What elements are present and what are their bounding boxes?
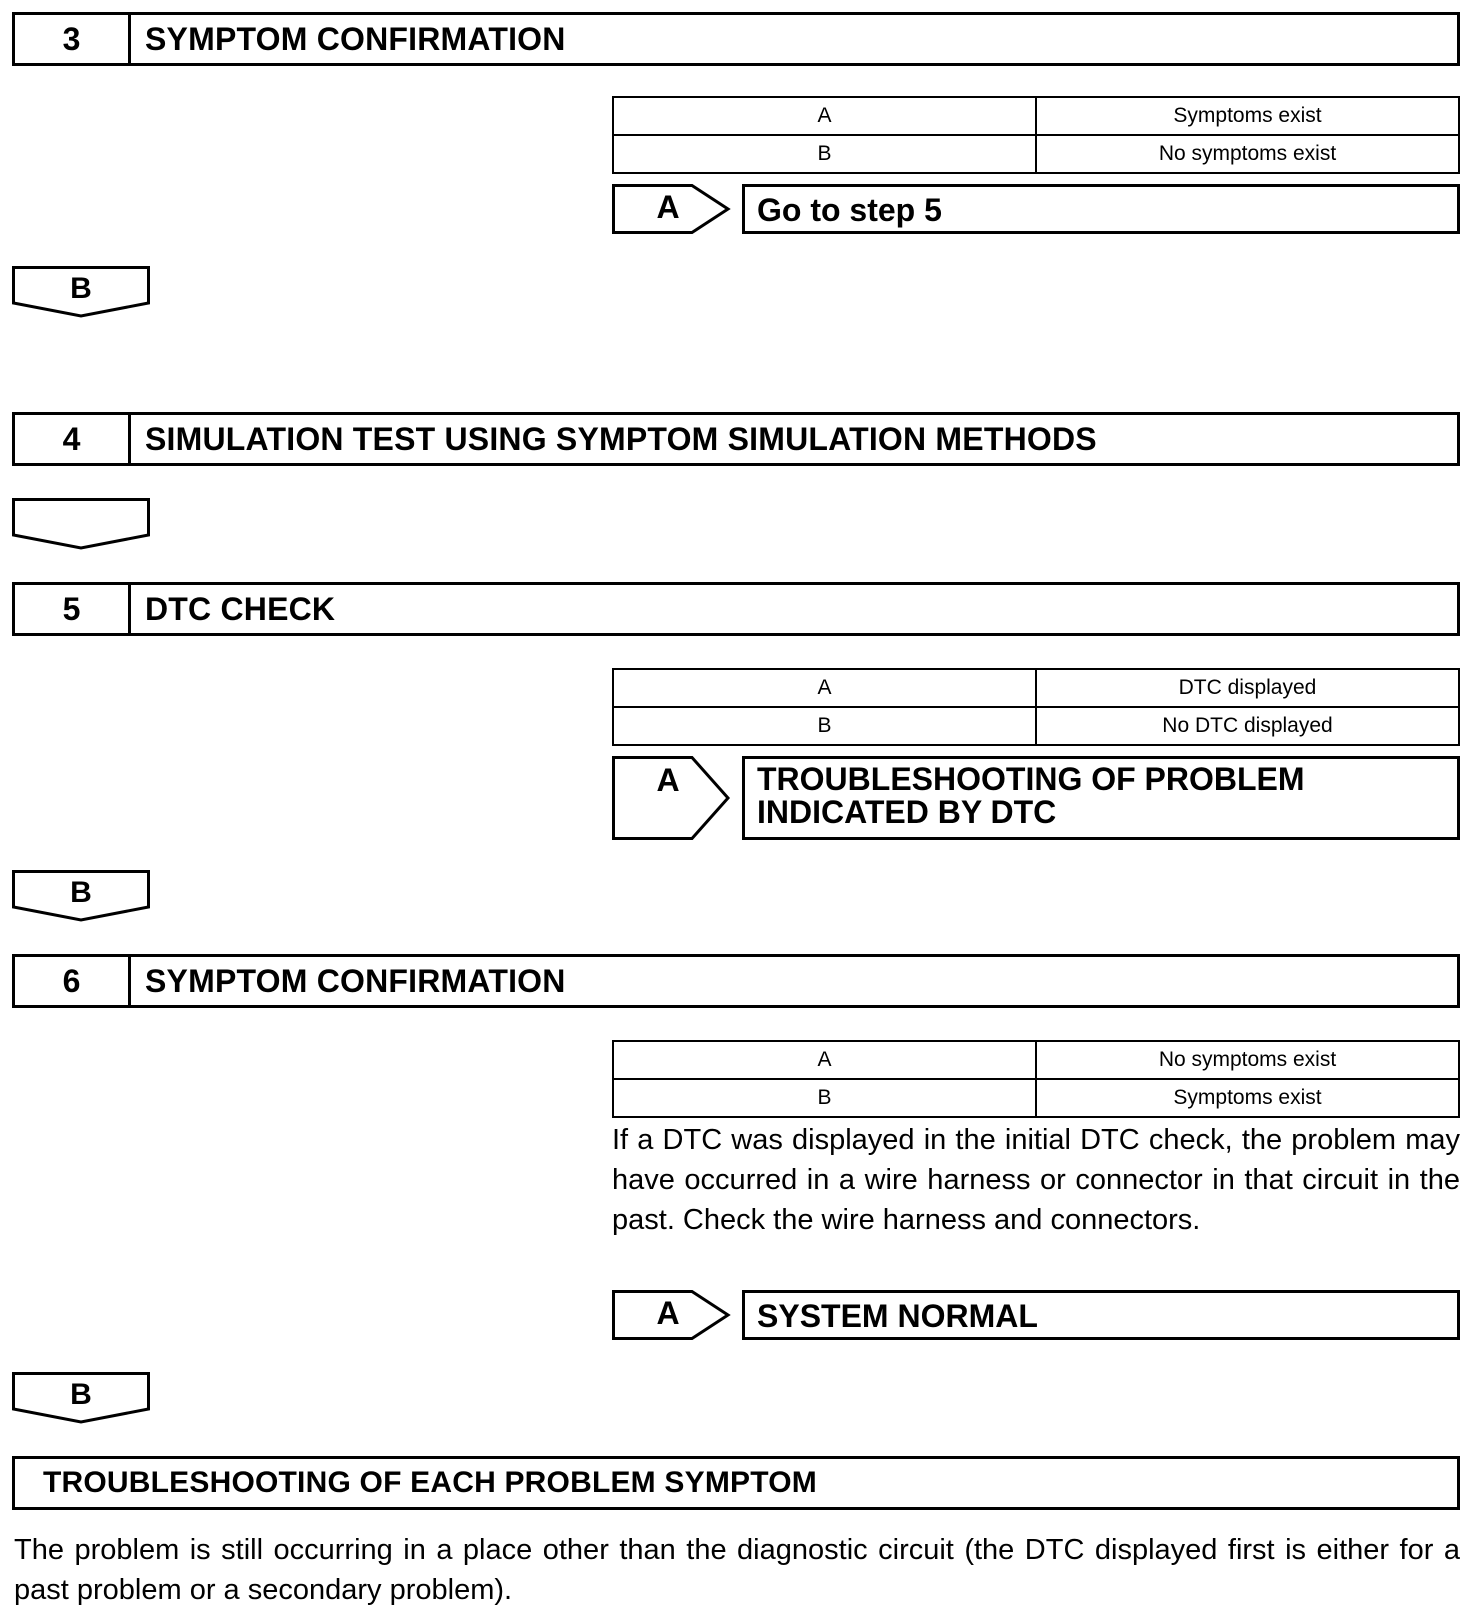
- result-description: Symptoms exist: [1036, 97, 1459, 135]
- branch-result-box: SYSTEM NORMAL: [742, 1290, 1460, 1340]
- branch-label: A: [656, 1295, 680, 1331]
- final-header: [12, 1456, 1460, 1510]
- step-5-result-table: [612, 668, 1460, 746]
- down-chevron-icon: [12, 498, 150, 550]
- final-title: TROUBLESHOOTING OF EACH PROBLEM SYMPTOM: [43, 1466, 817, 1499]
- result-code: B: [613, 1079, 1036, 1117]
- result-code: A: [613, 669, 1036, 707]
- result-code: B: [613, 707, 1036, 745]
- step-3-header: [12, 12, 1460, 66]
- result-description: Symptoms exist: [1036, 1079, 1459, 1117]
- down-arrow-label: B: [70, 1378, 92, 1411]
- step-title: SYMPTOM CONFIRMATION: [145, 962, 566, 999]
- table-row: [613, 707, 1459, 745]
- table-row: [613, 669, 1459, 707]
- final-description: The problem is still occurring in a place other than the diagnostic circuit (the DTC displayed first is either for a past problem or a secondary problem).: [14, 1534, 1460, 1606]
- step-number: 3: [15, 15, 131, 63]
- step-6-header: [12, 954, 1460, 1008]
- step-number: 6: [15, 957, 131, 1005]
- step-5-down-arrow-b: [12, 870, 150, 922]
- result-code: A: [613, 1041, 1036, 1079]
- down-arrow-label: B: [70, 876, 92, 909]
- table-row: [613, 1079, 1459, 1117]
- step-5-header: [12, 582, 1460, 636]
- step-title: SYMPTOM CONFIRMATION: [145, 20, 566, 57]
- step-number: 4: [15, 415, 131, 463]
- branch-result-box: Go to step 5: [742, 184, 1460, 234]
- step-6-result-table: [612, 1040, 1460, 1118]
- step-title: DTC CHECK: [145, 590, 336, 627]
- step-6-note: If a DTC was displayed in the initial DTC check, the problem may have occurred in a wire harness or connector in that circuit in the past. Check the wire harness and connectors.: [612, 1124, 1460, 1236]
- branch-label: A: [656, 762, 680, 798]
- table-row: [613, 97, 1459, 135]
- table-row: [613, 1041, 1459, 1079]
- result-description: No DTC displayed: [1036, 707, 1459, 745]
- result-description: No symptoms exist: [1036, 135, 1459, 173]
- step-4-header: [12, 412, 1460, 466]
- result-description: No symptoms exist: [1036, 1041, 1459, 1079]
- down-arrow-label: B: [70, 272, 92, 305]
- step-4-down-arrow: [12, 498, 150, 550]
- step-5-branch-a: [612, 756, 1460, 840]
- step-title: SIMULATION TEST USING SYMPTOM SIMULATION METHODS: [145, 420, 1097, 457]
- step-3-result-table: [612, 96, 1460, 174]
- branch-label: A: [656, 189, 680, 225]
- result-description: DTC displayed: [1036, 669, 1459, 707]
- step-3-down-arrow-b: [12, 266, 150, 318]
- branch-result-box: TROUBLESHOOTING OF PROBLEM INDICATED BY DTC: [742, 756, 1460, 840]
- result-code: B: [613, 135, 1036, 173]
- step-number: 5: [15, 585, 131, 633]
- step-6-branch-a: [612, 1290, 1460, 1340]
- step-3-branch-a: [612, 184, 1460, 234]
- table-row: [613, 135, 1459, 173]
- result-code: A: [613, 97, 1036, 135]
- step-6-down-arrow-b: [12, 1372, 150, 1424]
